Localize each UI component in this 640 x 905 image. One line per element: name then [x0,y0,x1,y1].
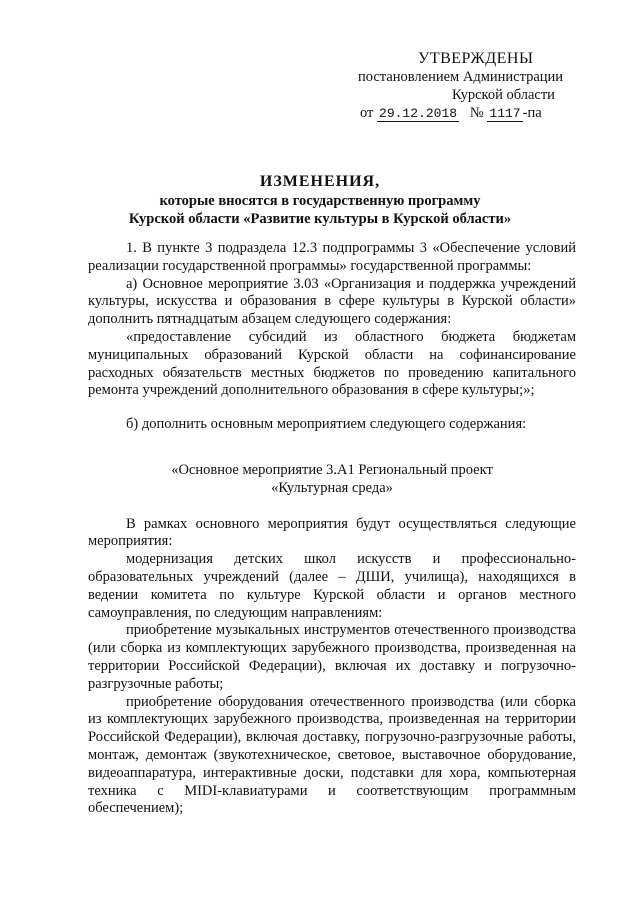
paragraph-3: «предоставление субсидий из областного бюджета бюджетам муниципальных образований Курской области на софинансирование расходных обязательств местных бюджетов по проведению капитального ремонта учреждений дополнительного образования в сфере культуры;»; [88,328,576,399]
paragraph-6: модернизация детских школ искусств и профессионально-образовательных учреждений (далее – ДШИ, училища), находящихся в ведении комитета по культуре Курской области и органов местного самоуправления, по следующим направлениям: [88,551,576,621]
heading-subtitle-2: Курской области «Развитие культуры в Курской области» [128,211,512,227]
approval-from-label: от [360,105,374,121]
paragraph-8: приобретение оборудования отечественного производства (или сборка из комплектующих зарубежного производства, произведенная на территории Российской Федерации), включая доставку, погрузочно-разгрузочные работы, монтаж, демонтаж (звукотехническое, световое, выставочное оборудование, видеоаппаратура, интерактивные доски, подставки для хора, компьютерная техника с MIDI-клавиатурами и соответствующим программным обеспечением); [88,693,576,817]
paragraph-1: 1. В пункте 3 подраздела 12.3 подпрограммы 3 «Обеспечение условий реализации государственной программы» государственной программы: [88,240,576,274]
approval-date: 29.12.2018 [379,106,458,121]
heading-subtitle-1: которые вносятся в государственную программу [159,193,481,209]
heading-title: ИЗМЕНЕНИЯ, [259,173,381,190]
paragraph-5: В рамках основного мероприятия будут осуществляться следующие мероприятия: [88,515,576,550]
measure-title-line-2: «Культурная среда» [271,479,393,496]
approval-number-label: № [469,105,484,121]
approval-suffix: -па [522,105,542,121]
approval-region-line: Курской области [452,87,555,103]
approval-title: УТВЕРЖДЕНЫ [418,50,534,67]
approval-stamp [356,50,596,123]
measure-title-line-1: «Основное мероприятие 3.А1 Региональный проект [171,461,493,478]
approval-decree-line: постановлением Администрации [358,69,564,85]
document-heading [60,172,580,228]
paragraph-2: а) Основное мероприятие 3.03 «Организация и поддержка учреждений культуры, искусства и образования в сфере культуры в Курской области» дополнить пятнадцатым абзацем следующего содержания: [88,275,576,328]
approval-date-number-line [360,104,596,123]
document-body [88,240,576,818]
paragraph-7: приобретение музыкальных инструментов отечественного производства (или сборка из комплектующих зарубежного производства, произведенная на территории Российской Федерации), включая их доставку и погрузочно-разгрузочные работы; [88,622,576,692]
approval-number: 1117 [489,106,521,121]
paragraph-4: б) дополнить основным мероприятием следующего содержания: [126,416,527,433]
